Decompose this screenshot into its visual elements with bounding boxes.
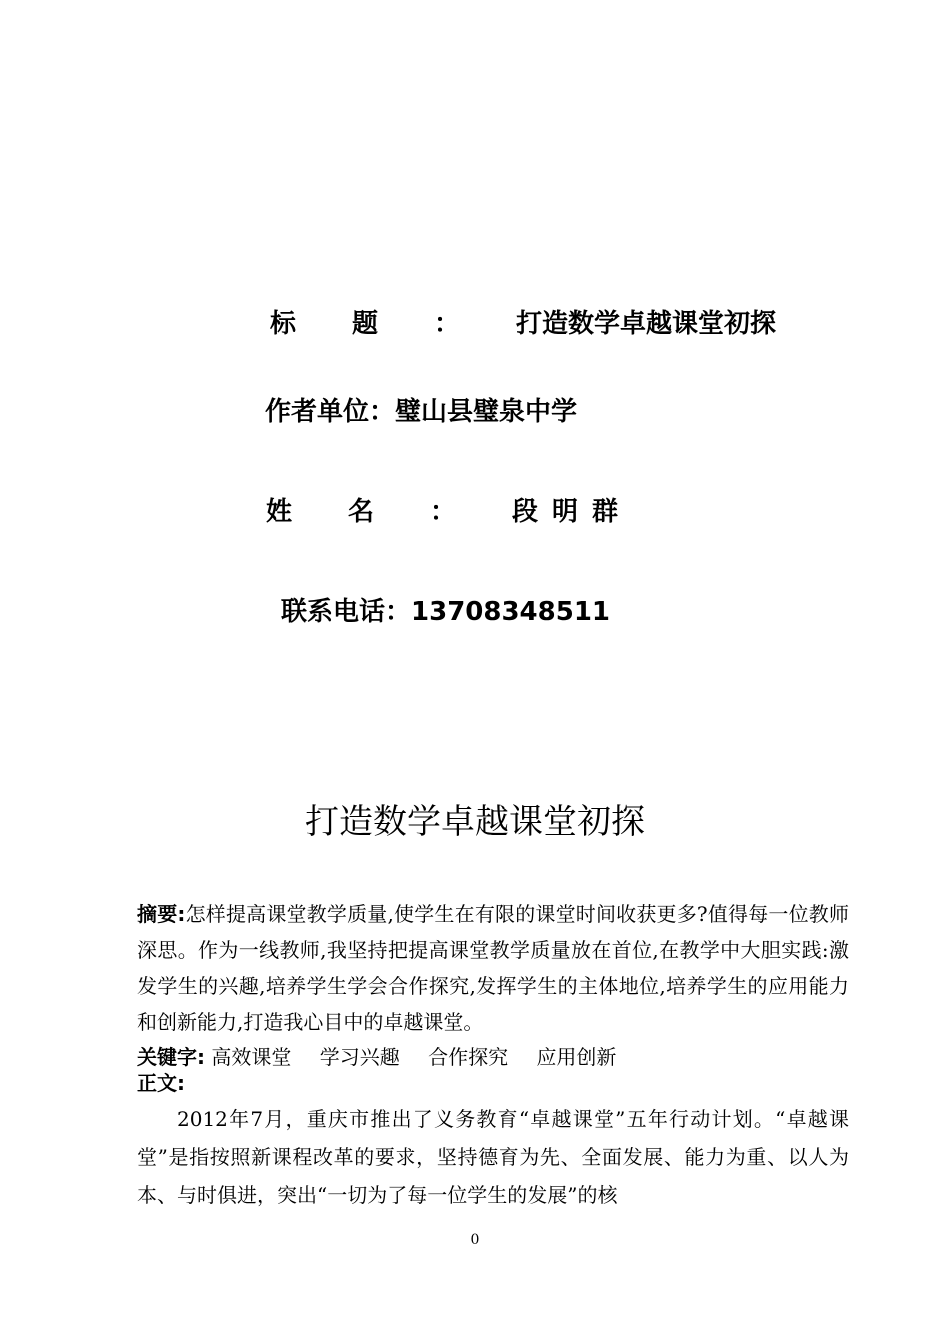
meta-phone-label: 联系电话： bbox=[281, 597, 412, 627]
meta-title-line bbox=[270, 308, 776, 340]
meta-phone-value: 13708348511 bbox=[411, 597, 611, 627]
meta-name-line bbox=[266, 496, 632, 528]
meta-name-value: 段明群 bbox=[512, 497, 633, 527]
meta-name-label: 姓名： bbox=[266, 497, 513, 527]
abstract-label: 摘要: bbox=[137, 902, 186, 926]
meta-phone-line bbox=[281, 596, 610, 628]
meta-unit-value: 璧山县璧泉中学 bbox=[395, 397, 578, 427]
keyword-item: 合作探究 bbox=[428, 1045, 509, 1069]
meta-title-value: 打造数学卓越课堂初探 bbox=[516, 309, 777, 339]
keywords-label: 关键字: bbox=[137, 1045, 205, 1069]
page-number: 0 bbox=[470, 1232, 480, 1248]
abstract-paragraph bbox=[137, 896, 849, 1040]
keywords-line bbox=[137, 1042, 638, 1072]
keyword-item: 应用创新 bbox=[536, 1045, 617, 1069]
meta-title-label: 标题： bbox=[270, 309, 517, 339]
keyword-item: 高效课堂 bbox=[211, 1045, 292, 1069]
abstract-text: 怎样提高课堂教学质量,使学生在有限的课堂时间收获更多?值得每一位教师深思。作为一线教师,我坚持把提高课堂教学质量放在首位,在教学中大胆实践:激发学生的兴趣,培养学生学会合作探究,发挥学生的主体地位,培养学生的应用能力和创新能力,打造我心目中的卓越课堂。 bbox=[137, 902, 849, 1034]
meta-unit-label: 作者单位： bbox=[265, 397, 396, 427]
keyword-item: 学习兴趣 bbox=[319, 1045, 400, 1069]
meta-unit-line bbox=[265, 396, 577, 428]
article-title: 打造数学卓越课堂初探 bbox=[305, 802, 645, 842]
body-label: 正文: bbox=[137, 1071, 185, 1095]
body-paragraph: 2012年7月，重庆市推出了义务教育“卓越课堂”五年行动计划。“卓越课堂”是指按照新课程改革的要求，坚持德育为先、全面发展、能力为重、以人为本、与时俱进，突出“一切为了每一位学生的发展”的核 bbox=[137, 1107, 849, 1207]
